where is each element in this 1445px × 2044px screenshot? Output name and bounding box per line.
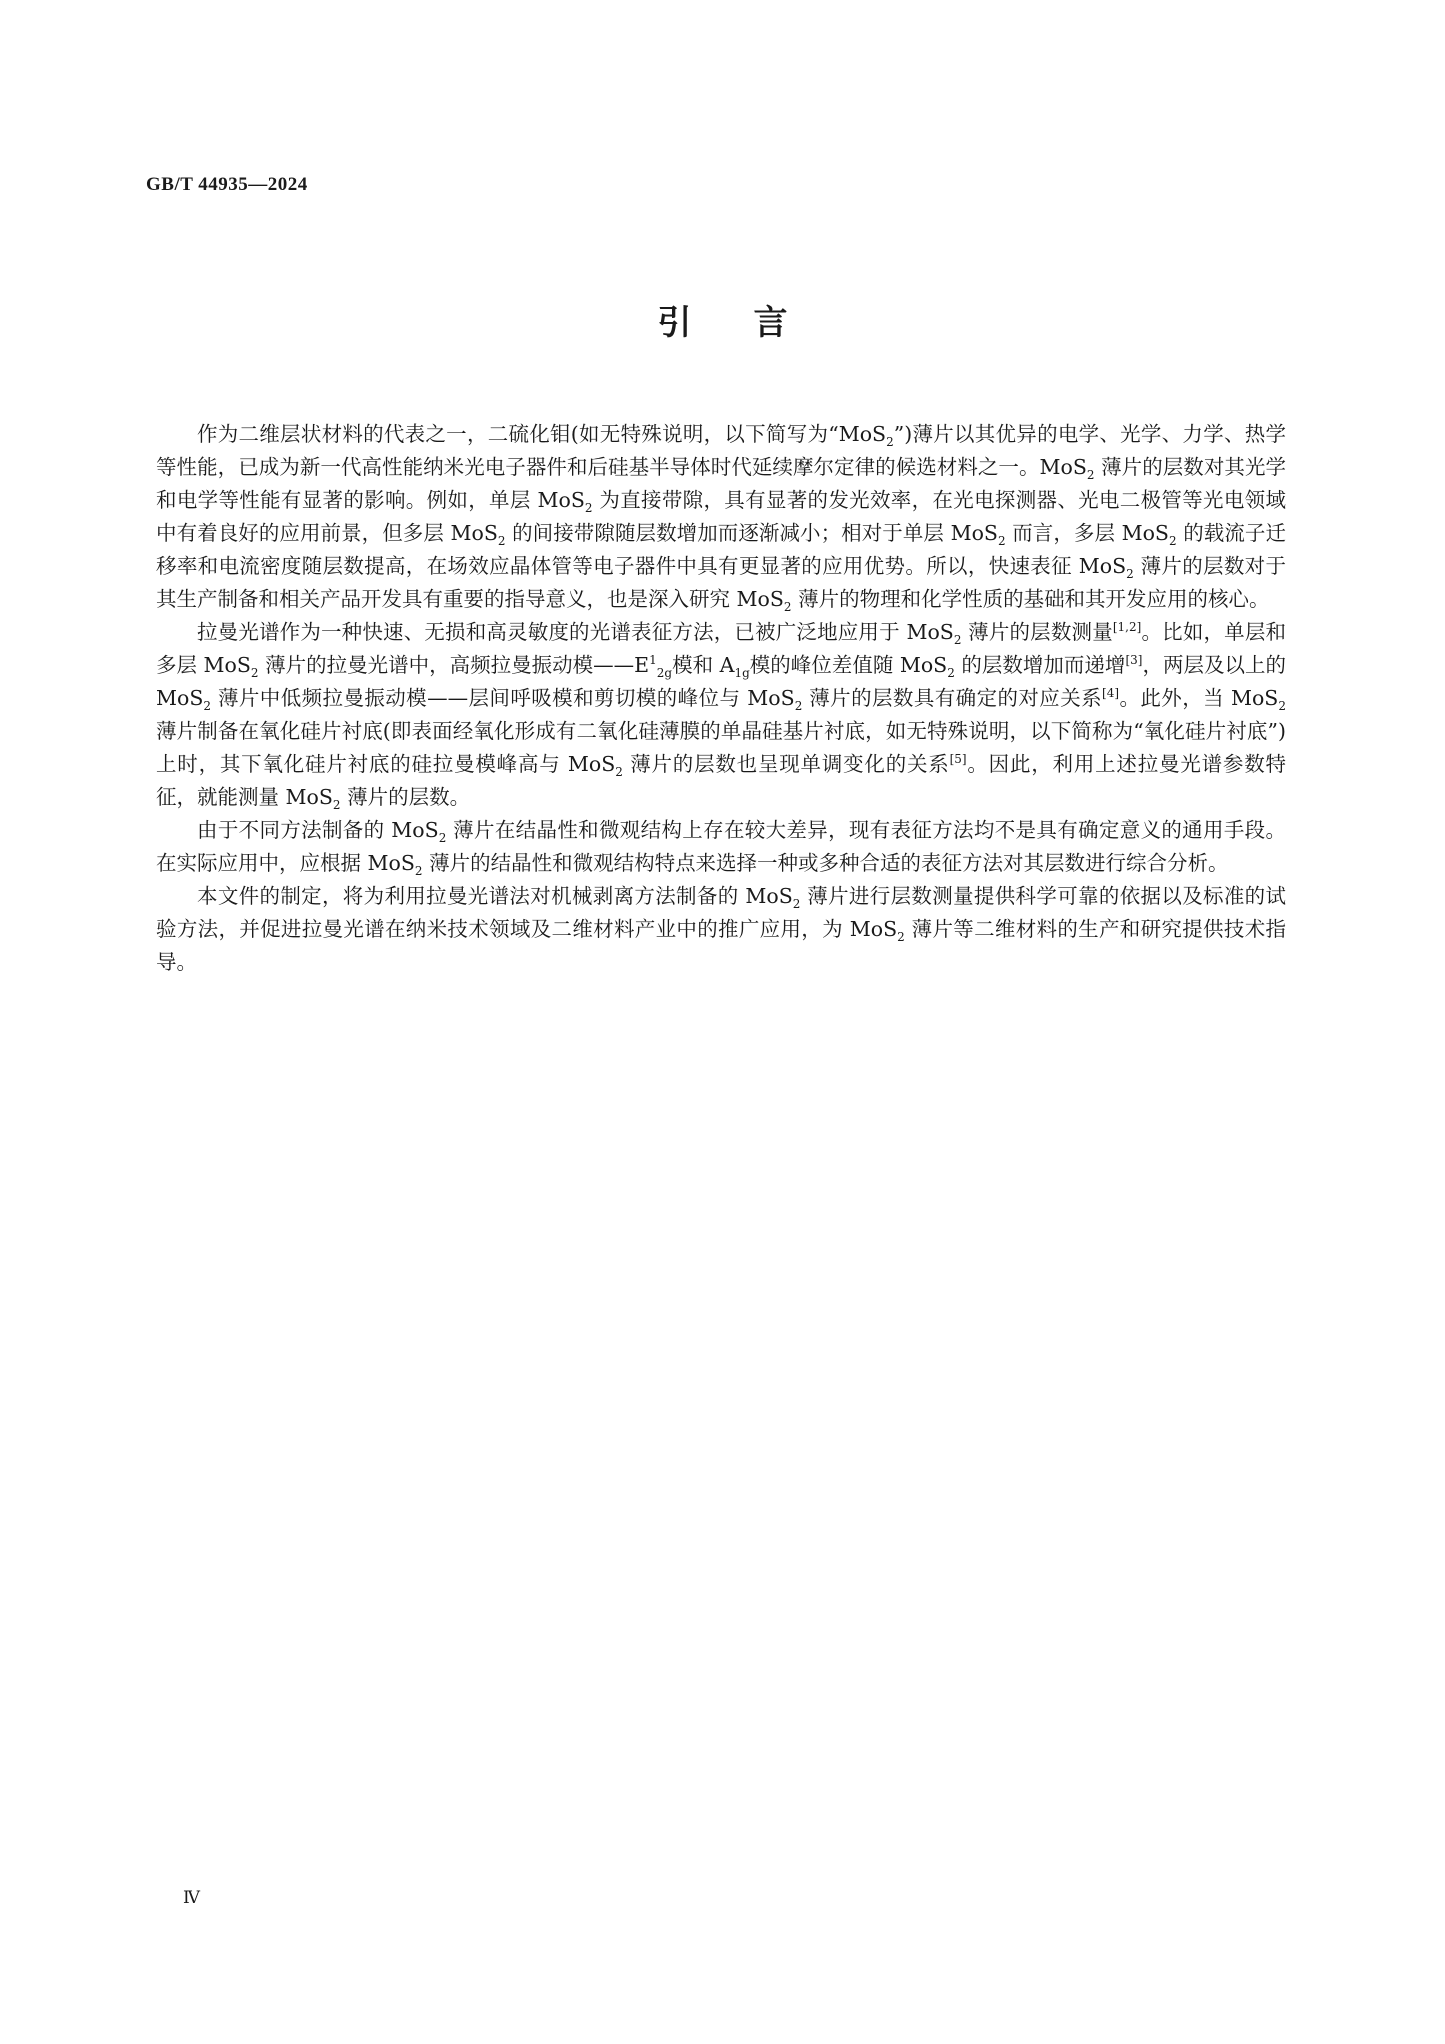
text-run: 的层数增加而递增: [954, 653, 1126, 677]
text-run: 。因此，利用上述拉曼光谱参数特征，就能测量 MoS: [156, 752, 1286, 809]
paragraph-1: [156, 418, 1286, 616]
subscript: 2: [250, 666, 259, 681]
subscript: 2: [1278, 699, 1286, 714]
subscript: 2g: [656, 666, 673, 681]
text-run: 薄片的层数对于其生产制备和相关产品开发具有重要的指导意义，也是深入研究 MoS: [156, 554, 1286, 611]
subscript: 2: [947, 666, 955, 681]
superscript: 1: [649, 653, 657, 668]
subscript: 2: [1086, 468, 1095, 483]
page-number: Ⅳ: [183, 1888, 200, 1907]
text-run: 薄片等二维材料的生产和研究提供技术指导。: [156, 917, 1287, 974]
text-run: 薄片制备在氧化硅片衬底(即表面经氧化形成有二氧化硅薄膜的单晶硅基片衬底，如无特殊说明，以下简称为“氧化硅片衬底”)上时，其下氧化硅片衬底的硅拉曼模峰高与 MoS: [156, 719, 1286, 776]
text-run: 薄片的层数具有确定的对应关系: [802, 686, 1103, 710]
text-run: 的间接带隙随层数增加而逐渐减小；相对于单层 MoS: [505, 521, 998, 545]
subscript: 2: [997, 534, 1006, 549]
standard-code: GB/T 44935—2024: [146, 174, 308, 195]
text-run: ，两层及以上的 MoS: [156, 653, 1286, 710]
text-run: 薄片的层数对其光学和电学等性能有显著的影响。例如，单层 MoS: [156, 455, 1286, 512]
subscript: 2: [783, 600, 792, 615]
text-run: 薄片的结晶性和微观结构特点来选择一种或多种合适的表征方法对其层数进行综合分析。: [422, 851, 1229, 875]
subscript: 2: [1126, 567, 1134, 582]
text-run: 薄片的层数测量: [961, 620, 1113, 644]
subscript: 2: [584, 501, 593, 516]
subscript: 2: [332, 798, 341, 813]
subscript: 2: [497, 534, 506, 549]
text-run: 为直接带隙，具有显著的发光效率，在光电探测器、光电二极管等光电领域中有着良好的应用前景，但多层 MoS: [156, 488, 1286, 545]
citation: [3]: [1125, 653, 1143, 668]
paragraph-3: [156, 814, 1286, 880]
text-run: 模和 A: [672, 653, 735, 677]
text-run: 薄片中低频拉曼振动模——层间呼吸模和剪切模的峰位与 MoS: [211, 686, 795, 710]
text-run: 薄片的层数也呈现单调变化的关系: [622, 752, 950, 776]
subscript: 1g: [734, 666, 750, 681]
subscript: 2: [953, 633, 962, 648]
citation: [1,2]: [1112, 620, 1142, 635]
body-text: [156, 418, 1286, 979]
text-run: 作为二维层状材料的代表之一，二硫化钼(如无特殊说明，以下简写为“MoS: [197, 422, 887, 446]
subscript: 2: [438, 831, 447, 846]
text-run: 薄片的物理和化学性质的基础和其开发应用的核心。: [791, 587, 1270, 611]
text-run: 薄片的层数。: [340, 785, 471, 809]
subscript: 2: [794, 699, 803, 714]
citation: [5]: [949, 752, 967, 767]
subscript: 2: [615, 765, 623, 780]
text-run: ”)薄片以其优异的电学、光学、力学、热学等性能，已成为新一代高性能纳米光电子器件和后硅基半导体时代延续摩尔定律的候选材料之一。MoS: [156, 422, 1286, 479]
text-run: 由于不同方法制备的 MoS: [197, 818, 439, 842]
paragraph-2: [156, 616, 1286, 814]
text-run: 薄片在结晶性和微观结构上存在较大差异，现有表征方法均不是具有确定意义的通用手段。在实际应用中，应根据 MoS: [156, 818, 1286, 875]
text-run: 拉曼光谱作为一种快速、无损和高灵敏度的光谱表征方法，已被广泛地应用于 MoS: [197, 620, 954, 644]
subscript: 2: [414, 864, 423, 879]
text-run: 的载流子迁移率和电流密度随层数提高，在场效应晶体管等电子器件中具有更显著的应用优势。所以，快速表征 MoS: [156, 521, 1286, 578]
subscript: 2: [203, 699, 212, 714]
subscript: 2: [1168, 534, 1177, 549]
text-run: 。比如，单层和多层 MoS: [156, 620, 1287, 677]
text-run: 。此外，当 MoS: [1119, 686, 1279, 710]
citation: [4]: [1102, 686, 1120, 701]
text-run: 本文件的制定，将为利用拉曼光谱法对机械剥离方法制备的 MoS: [197, 884, 793, 908]
subscript: 2: [886, 435, 894, 450]
text-run: 而言，多层 MoS: [1005, 521, 1169, 545]
paragraph-4: [156, 880, 1286, 979]
text-run: 模的峰位差值随 MoS: [749, 653, 948, 677]
section-title: 引言: [657, 303, 850, 343]
text-run: 薄片的拉曼光谱中，高频拉曼振动模——E: [258, 653, 650, 677]
subscript: 2: [897, 930, 905, 945]
text-run: 薄片进行层数测量提供科学可靠的依据以及标准的试验方法，并促进拉曼光谱在纳米技术领域及二维材料产业中的推广应用，为 MoS: [156, 884, 1286, 941]
subscript: 2: [792, 897, 801, 912]
